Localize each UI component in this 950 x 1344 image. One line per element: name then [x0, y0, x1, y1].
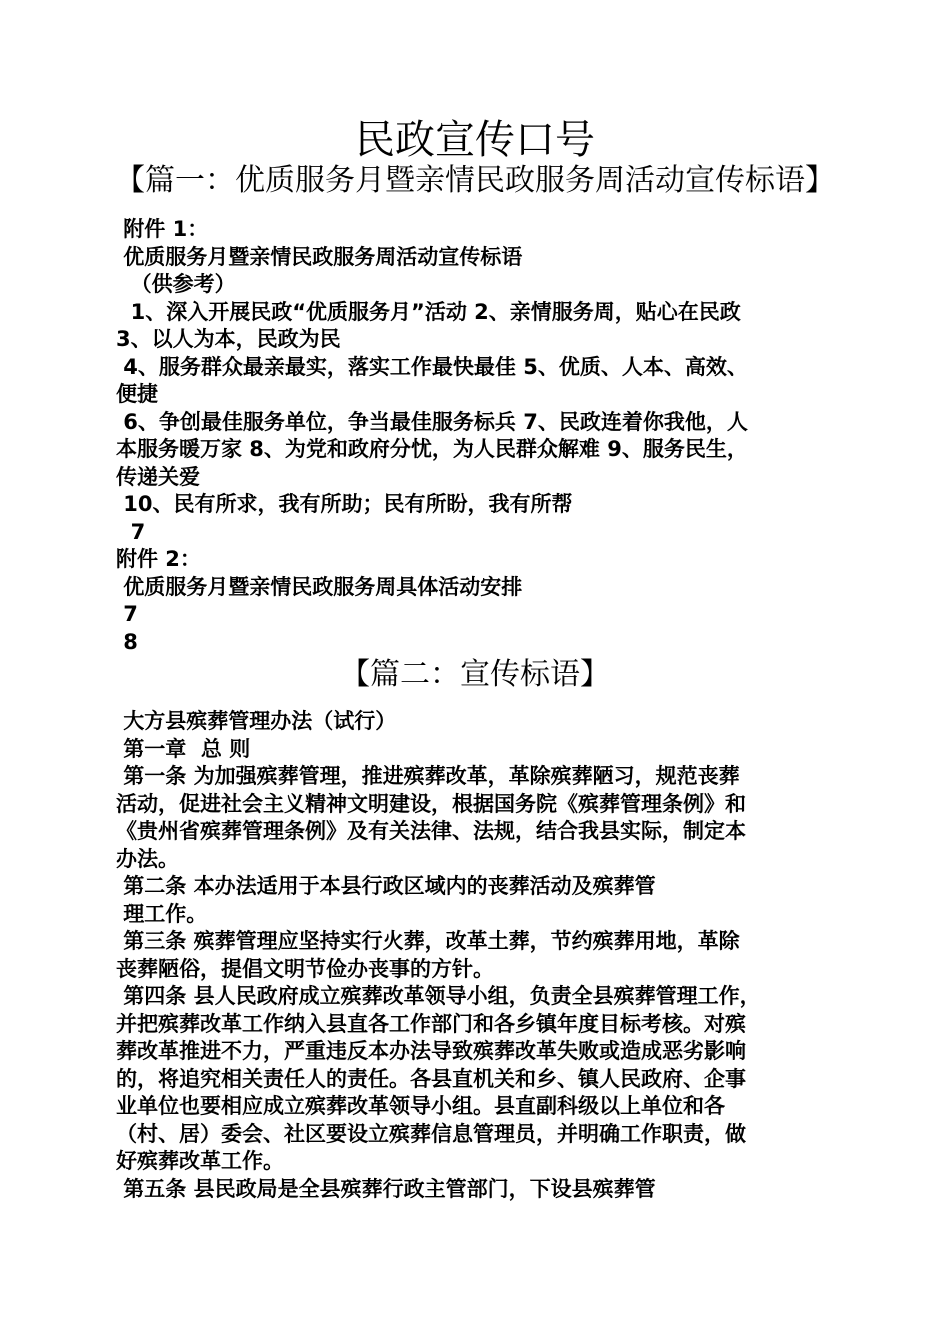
text-line: 本服务暖万家 8、为党和政府分忧，为人民群众解难 9、服务民生，: [116, 437, 748, 461]
text-line: 第一章 总 则: [116, 736, 251, 761]
section2-heading: 【篇二：宣传标语】: [340, 657, 610, 692]
text-line: 第四条 县人民政府成立殡葬改革领导小组，负责全县殡葬管理工作，: [116, 984, 761, 1008]
text-line: 大方县殡葬管理办法（试行）: [116, 709, 397, 733]
text-line: 便捷: [116, 382, 158, 406]
text-line: 7: [116, 519, 146, 544]
text-line: 业单位也要相应成立殡葬改革领导小组。县直副科级以上单位和各: [116, 1094, 725, 1118]
text-line: 附件 2：: [116, 547, 201, 571]
text-line: 丧葬陋俗，提倡文明节俭办丧事的方针。: [116, 956, 494, 981]
section1-heading: 【篇一：优质服务月暨亲情民政服务周活动宣传标语】: [115, 163, 835, 198]
text-line: 的，将追究相关责任人的责任。各县直机关和乡、镇人民政府、企事: [116, 1066, 746, 1091]
text-line: 传递关爱: [116, 464, 200, 489]
text-line: 葬改革推进不力，严重违反本办法导致殡葬改革失败或造成恶劣影响: [116, 1039, 746, 1063]
text-line: 理工作。: [116, 901, 208, 926]
text-line: （供参考）: [116, 272, 236, 296]
text-line: 附件 1：: [116, 217, 209, 241]
text-line: 6、争创最佳服务单位，争当最佳服务标兵 7、民政连着你我他，人: [116, 409, 748, 434]
text-line: （村、居）委会、社区要设立殡葬信息管理员，并明确工作职责，做: [116, 1121, 746, 1146]
text-line: 活动，促进社会主义精神文明建设，根据国务院《殡葬管理条例》和: [116, 791, 746, 816]
text-line: 优质服务月暨亲情民政服务周具体活动安排: [116, 574, 523, 599]
text-line: 办法。: [116, 846, 179, 871]
text-line: 第三条 殡葬管理应坚持实行火葬，改革土葬，节约殡葬用地，革除: [116, 929, 740, 953]
text-line: 优质服务月暨亲情民政服务周活动宣传标语: [116, 244, 523, 269]
text-line: 10、民有所求，我有所助；民有所盼，我有所帮: [116, 492, 573, 516]
text-line: 第一条 为加强殡葬管理，推进殡葬改革，革除殡葬陋习，规范丧葬: [116, 764, 740, 788]
section1-body: [116, 216, 836, 656]
text-line: 第五条 县民政局是全县殡葬行政主管部门，下设县殡葬管: [116, 1176, 656, 1201]
text-line: 好殡葬改革工作。: [116, 1149, 284, 1173]
text-line: 1、深入开展民政“优质服务月”活动 2、亲情服务周，贴心在民政: [116, 299, 741, 324]
text-line: 并把殡葬改革工作纳入县直各工作部门和各乡镇年度目标考核。对殡: [116, 1011, 746, 1036]
text-line: 3、以人为本，民政为民: [116, 327, 341, 351]
text-line: 7: [116, 602, 138, 626]
document-title: 民政宣传口号: [355, 117, 595, 163]
text-line: 《贵州省殡葬管理条例》及有关法律、法规，结合我县实际，制定本: [116, 819, 746, 843]
text-line: 4、服务群众最亲最实，落实工作最快最佳 5、优质、人本、高效、: [116, 354, 748, 379]
text-line: 8: [116, 629, 138, 654]
section2-body: [116, 708, 836, 1203]
text-line: 第二条 本办法适用于本县行政区域内的丧葬活动及殡葬管: [116, 874, 656, 898]
